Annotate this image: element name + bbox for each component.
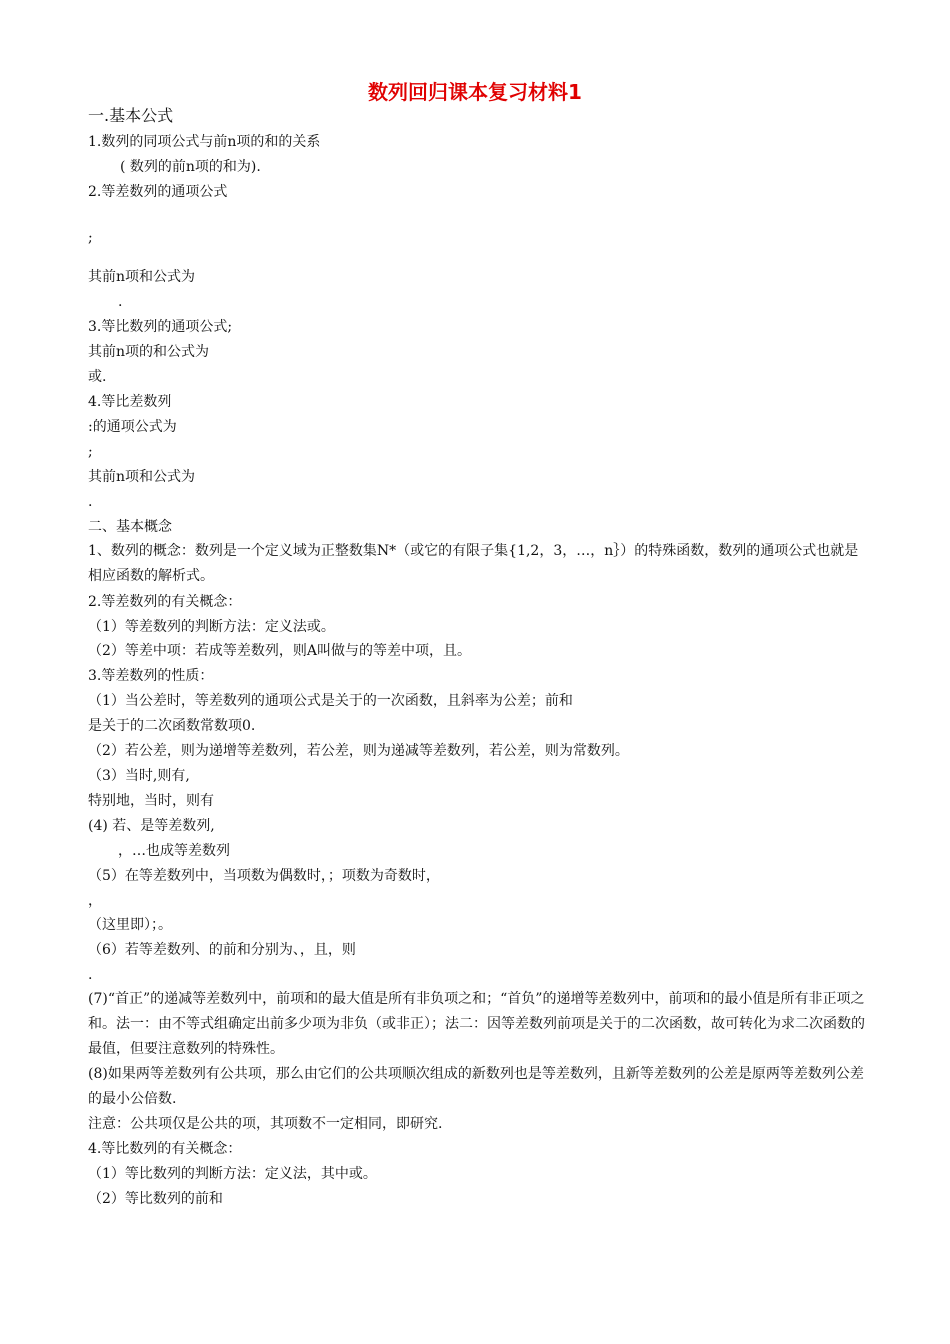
text-line: 是关于的二次函数常数项0. bbox=[88, 718, 256, 734]
paragraph: (8)如果两等差数列有公共项，那么由它们的公共项顺次组成的新数列也是等差数列，且新等差数列的公差是原两等差数列公差的最小公倍数. bbox=[88, 1066, 864, 1107]
text-line: 特别地，当时，则有 bbox=[88, 793, 214, 809]
text-line: 1.数列的同项公式与前n项的和的关系 bbox=[88, 134, 321, 150]
text-line: 4.等比数列的有关概念： bbox=[88, 1141, 242, 1157]
text-line: 4.等比差数列 bbox=[88, 394, 172, 410]
paragraph: (7)“首正”的递减等差数列中，前项和的最大值是所有非负项之和；“首负”的递增等差数列中，前项和的最小值是所有非正项之和。法一：由不等式组确定出前多少项为非负（或非正）；法二：因等差数列前项是关于的二次函数，故可转化为求二次函数的最值，但要注意数列的特殊性。 bbox=[88, 991, 865, 1057]
text-line: 其前n项的和公式为 bbox=[88, 344, 210, 360]
text-line: :的通项公式为 bbox=[88, 419, 177, 435]
text-line: 其前n项和公式为 bbox=[88, 269, 196, 285]
text-line: 注意：公共项仅是公共的项，其项数不一定相同，即研究. bbox=[88, 1116, 443, 1132]
text-line: （2）等比数列的前和 bbox=[88, 1191, 223, 1207]
document-title: 数列回归课本复习材料1 bbox=[368, 80, 582, 104]
text-line: 3.等比数列的通项公式; bbox=[88, 319, 233, 335]
section-heading-basic-concepts: 二、基本概念 bbox=[88, 519, 172, 535]
text-line: （2）等差中项：若成等差数列，则A叫做与的等差中项，且。 bbox=[88, 643, 472, 659]
text-line: . bbox=[88, 494, 93, 510]
text-line: 3.等差数列的性质： bbox=[88, 668, 214, 684]
text-line: （2）若公差，则为递增等差数列，若公差，则为递减等差数列，若公差，则为常数列。 bbox=[88, 743, 629, 759]
text-line: ，…也成等差数列 bbox=[118, 843, 230, 859]
text-line: ; bbox=[88, 444, 93, 460]
text-line: 2.等差数列的通项公式 bbox=[88, 184, 228, 200]
paragraph: 1、数列的概念：数列是一个定义域为正整数集N*（或它的有限子集{1,2，3，…，n｝）的特殊函数，数列的通项公式也就是相应函数的解析式。 bbox=[88, 543, 859, 584]
text-line: (4) 若、是等差数列, bbox=[88, 818, 215, 834]
text-line: ; bbox=[88, 230, 93, 246]
text-line: （1）等比数列的判断方法：定义法，其中或。 bbox=[88, 1166, 377, 1182]
text-line: ( 数列的前n项的和为). bbox=[120, 159, 261, 175]
text-line: 2.等差数列的有关概念： bbox=[88, 594, 242, 610]
text-line: （这里即）；。 bbox=[88, 917, 172, 933]
text-line: （5）在等差数列中，当项数为偶数时，；项数为奇数时， bbox=[88, 868, 440, 884]
text-line: 或. bbox=[88, 369, 107, 385]
text-line: （1）当公差时，等差数列的通项公式是关于的一次函数，且斜率为公差；前和 bbox=[88, 693, 573, 709]
text-line: （3）当时,则有, bbox=[88, 768, 190, 784]
text-line: 其前n项和公式为 bbox=[88, 469, 196, 485]
text-line: （6）若等差数列、的前和分别为、，且，则 bbox=[88, 942, 356, 958]
section-heading-basic-formulas: 一.基本公式 bbox=[88, 106, 174, 125]
text-line: （1）等差数列的判断方法：定义法或。 bbox=[88, 619, 335, 635]
text-line: . bbox=[118, 294, 123, 310]
text-line: . bbox=[88, 967, 93, 983]
text-line: ， bbox=[88, 893, 102, 909]
